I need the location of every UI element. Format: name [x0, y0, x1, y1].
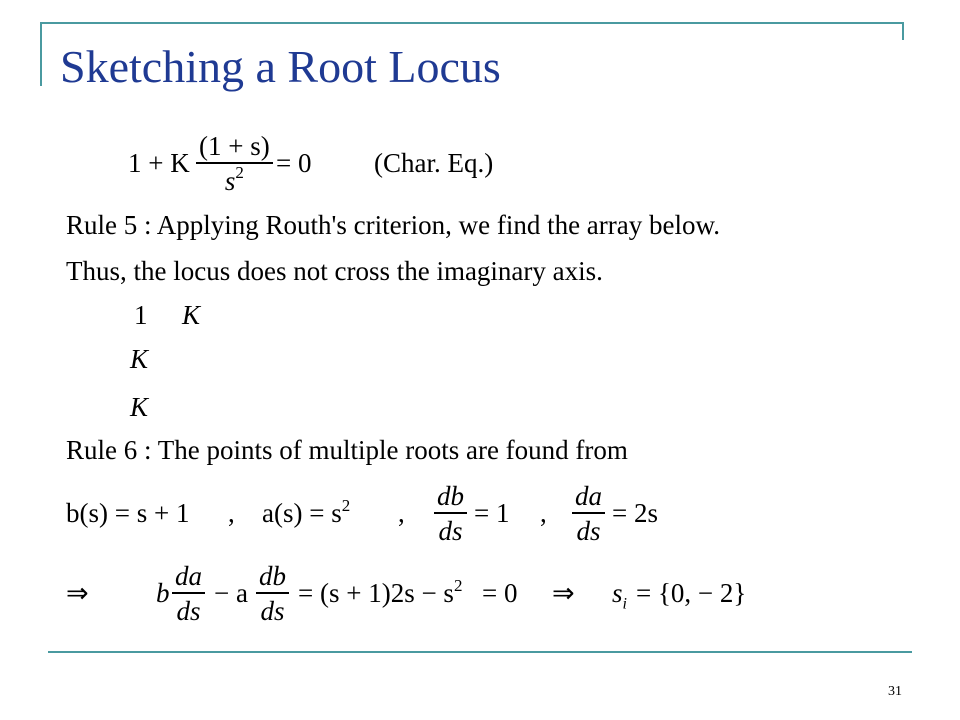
char-eq-left: 1 + K — [128, 148, 190, 178]
routh-row3: K — [130, 392, 149, 422]
routh-row2: K — [130, 344, 149, 374]
fraction-bar — [434, 512, 467, 514]
db-ds-fraction — [434, 482, 467, 546]
left-rule-line — [40, 22, 42, 86]
final-expr-text: = (s + 1)2s − s — [298, 578, 454, 608]
a-of-s-text: a(s) = s — [262, 498, 342, 528]
char-eq-right: = 0 — [276, 148, 312, 178]
den-s: s — [224, 166, 236, 197]
rule5-line2: Thus, the locus does not cross the imaginary axis. — [66, 256, 603, 286]
final-b: b — [156, 578, 170, 608]
a-exp: 2 — [341, 496, 351, 515]
char-eq-denominator — [222, 163, 247, 197]
routh-row1-b: K — [182, 300, 201, 330]
final-ds-1: ds — [176, 596, 201, 627]
s-i-text: s — [612, 578, 623, 608]
char-eq-fraction — [196, 132, 273, 196]
da-value: = 2s — [612, 498, 658, 528]
slide-title: Sketching a Root Locus — [60, 41, 501, 92]
db-numerator: db — [437, 481, 464, 511]
fraction-bar — [256, 592, 289, 594]
final-eq-zero: = 0 — [482, 578, 518, 608]
bottom-rule-line — [48, 651, 912, 653]
final-expression — [298, 576, 463, 608]
final-da-ds-fraction — [172, 562, 205, 626]
comma-2: , — [398, 498, 405, 528]
final-da: da — [175, 561, 202, 591]
comma-1: , — [228, 498, 235, 528]
final-db: db — [259, 561, 286, 591]
implies-arrow-2: ⇒ — [552, 578, 575, 609]
rule6-line: Rule 6 : The points of multiple roots are found from — [66, 435, 628, 465]
ds-denominator: ds — [576, 516, 601, 547]
a-of-s — [262, 496, 351, 528]
comma-3: , — [540, 498, 547, 528]
routh-row1-a: 1 — [134, 300, 148, 330]
final-db-ds-fraction — [256, 562, 289, 626]
rule5-line1: Rule 5 : Applying Routh's criterion, we find the array below. — [66, 210, 720, 240]
top-right-tick — [902, 22, 904, 40]
da-numerator: da — [575, 481, 602, 511]
final-ds-2: ds — [260, 596, 285, 627]
final-s-i — [612, 580, 627, 612]
fraction-bar — [572, 512, 605, 514]
char-eq-numerator: (1 + s) — [199, 131, 270, 161]
s-i-subscript: i — [622, 595, 627, 613]
final-minus-a: − a — [214, 578, 248, 608]
left-rule-cap — [40, 22, 120, 24]
da-ds-fraction — [572, 482, 605, 546]
fraction-bar — [172, 592, 205, 594]
char-eq-label: (Char. Eq.) — [374, 148, 494, 178]
final-exp: 2 — [453, 576, 463, 595]
b-of-s: b(s) = s + 1 — [66, 498, 190, 528]
final-result: = {0, − 2} — [636, 578, 747, 608]
top-rule-line — [120, 22, 904, 24]
implies-arrow-1: ⇒ — [66, 578, 89, 609]
den-exp: 2 — [235, 163, 244, 183]
ds-denominator: ds — [438, 516, 463, 547]
page-number: 31 — [888, 684, 902, 699]
db-value: = 1 — [474, 498, 510, 528]
